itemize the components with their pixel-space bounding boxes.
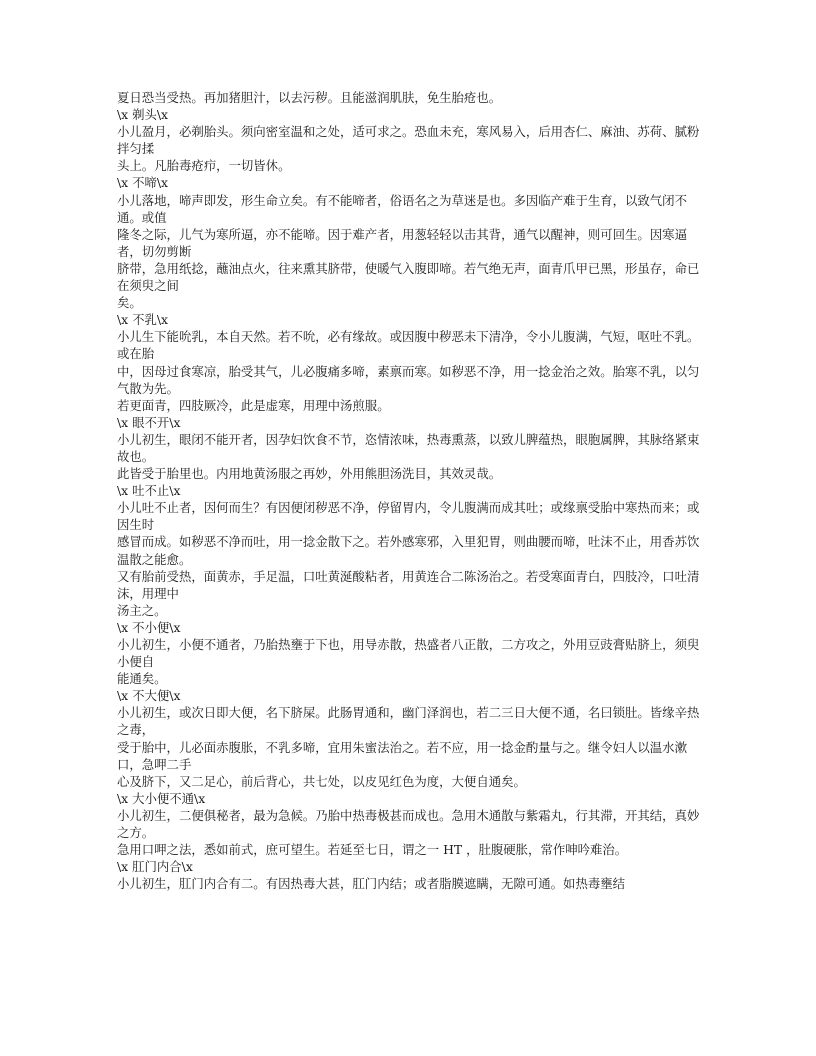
- body-line: 夏日恐当受热。再加猪胆汁，以去污秽。且能滋润肌肤，免生胎疮也。: [117, 90, 502, 105]
- body-line: 小儿吐不止者，因何而生？有因便闭秽恶不净，停留胃内，令儿腹满而成其吐；或缘禀受胎中寒热而来；或因生时: [117, 500, 700, 533]
- body-line: 小儿落地，啼声即发，形生命立矣。有不能啼者，俗语名之为草迷是也。多因临产难于生育，以致气闭不通。或值: [117, 192, 687, 225]
- body-line: 小儿初生，眼闭不能开者，因孕妇饮食不节，恣情浓味，热毒熏蒸，以致儿脾蕴热，眼胞属脾，其脉络紧束故也。: [117, 431, 700, 464]
- body-line: 此皆受于胎里也。内用地黄汤服之再妙，外用熊胆汤洗目，其效灵哉。: [117, 466, 502, 482]
- body-line: 小儿盈月，必剃胎头。须向密室温和之处，适可求之。恐血未充，寒风易入，后用杏仁、麻油、苏荷、腻粉拌匀揉: [117, 124, 700, 157]
- body-line: 感冒而成。如秽恶不净而吐，用一捻金散下之。若外感寒邪，入里犯胃，则曲腰而啼，吐沫不止，用香苏饮温散之能愈。: [117, 534, 700, 567]
- section-heading: \x 肛门内合\x: [117, 859, 193, 875]
- body-line: 汤主之。: [117, 602, 167, 618]
- body-line: 小儿初生，二便俱秘者，最为急候。乃胎中热毒极甚而成也。急用木通散与紫霜丸，行其滞，开其结，真妙之方。: [117, 807, 700, 841]
- body-line: 脐带，急用纸捻，蘸油点火，往来熏其脐带，使暖气入腹即啼。若气绝无声，面青爪甲已黑，形虽存，命已在须臾之间: [117, 260, 700, 294]
- section-heading: \x 不大便\x: [117, 688, 181, 704]
- body-line: 若更面青，四肢厥冷，此是虚寒，用理中汤煎服。: [117, 397, 390, 413]
- body-line: 小儿初生，或次日即大便，名下脐屎。此肠胃通和，幽门泽润也，若二三日大便不通，名曰锁肚。皆缘辛热之毒，: [117, 705, 700, 738]
- section-heading: \x 吐不止\x: [117, 483, 181, 499]
- body-line: 矣。: [117, 295, 142, 311]
- body-line: 受于胎中，儿必面赤腹胀，不乳多啼，宜用朱蜜法治之。若不应，用一捻金酌量与之。继令妇人以温水漱口，急呷二手: [117, 739, 687, 772]
- section-heading: \x 不啼\x: [117, 175, 169, 191]
- body-line: 心及脐下，又二足心，前后背心，共七处，以皮见红色为度，大便自通矣。: [117, 773, 526, 789]
- body-line: 又有胎前受热，面黄赤，手足温，口吐黄涎酸粘者，用黄连合二陈汤治之。若受寒面青白，四肢冷，口吐清沫，用理中: [117, 568, 700, 601]
- section-heading: \x 大小便不通\x: [117, 790, 206, 806]
- section-heading: \x 不乳\x: [117, 312, 169, 328]
- body-line: 急用口呷之法，悉如前式，庶可望生。若延至七日，谓之一 HT ，肚腹硬胀，常作呻吟难治。: [117, 842, 628, 858]
- section-heading: \x 眼不开\x: [117, 414, 181, 430]
- body-line: 能通矣。: [117, 671, 167, 687]
- section-heading: \x 剃头\x: [117, 107, 169, 123]
- body-line: 头上。凡胎毒疮疖，一切皆休。: [117, 158, 291, 174]
- body-line: 中，因母过食寒凉，胎受其气，儿必腹痛多啼，素禀而寒。如秽恶不净，用一捻金治之效。胎寒不乳，以匀气散为先。: [117, 363, 700, 396]
- body-line: 隆冬之际，儿气为寒所逼，亦不能啼。因于难产者，用葱轻轻以击其背，通气以醒神，则可回生。因寒逼者，切勿剪断: [117, 226, 687, 259]
- text-column: [117, 89, 700, 892]
- body-line: 小儿生下能吮乳，本自天然。若不吮，必有缘故。或因腹中秽恶未下清净，令小儿腹满，气短，呕吐不乳。或在胎: [117, 329, 700, 362]
- section-heading: \x 不小便\x: [117, 619, 181, 635]
- body-line: 小儿初生，肛门内合有二。有因热毒大甚，肛门内结；或者脂膜遮瞒，无隙可通。如热毒壅结: [117, 876, 626, 892]
- body-line: 小儿初生，小便不通者，乃胎热壅于下也，用导赤散，热盛者八正散，二方攻之，外用豆豉膏贴脐上，须臾小便自: [117, 637, 700, 670]
